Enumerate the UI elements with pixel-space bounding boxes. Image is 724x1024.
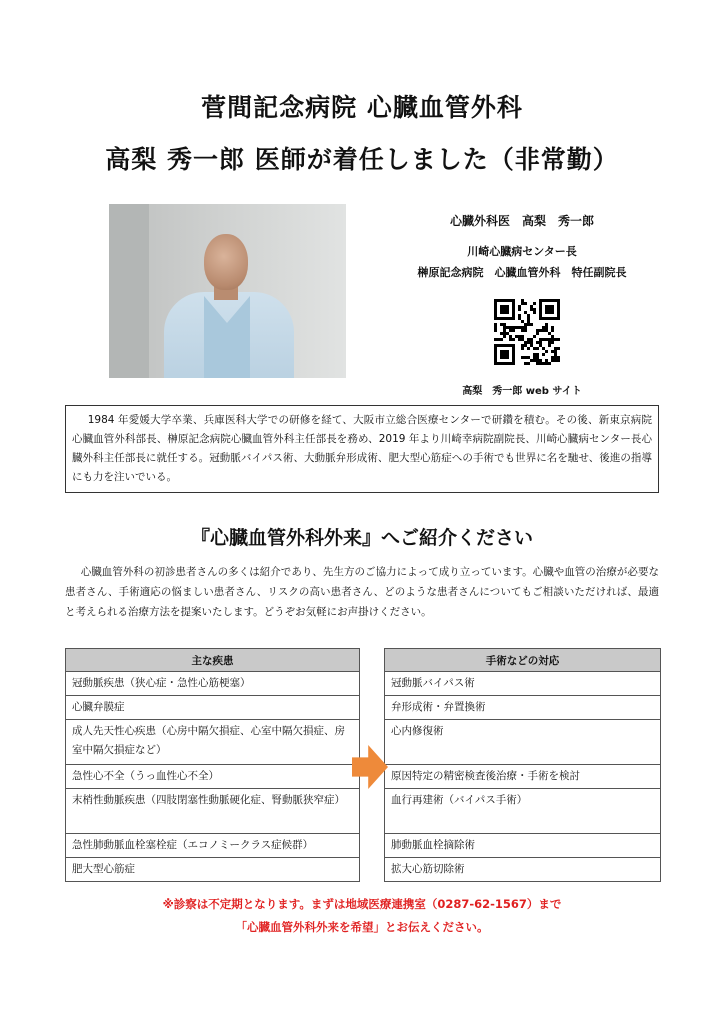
disease-table (65, 648, 360, 882)
doctor-affiliation-2: 榊原記念病院 心臓血管外科 特任副院長 (417, 266, 627, 279)
treatment-row: 血行再建術（バイパス手術） (385, 789, 661, 834)
treatment-row: 原因特定の精密検査後治療・手術を検討 (385, 765, 661, 789)
disease-row: 末梢性動脈疾患（四肢閉塞性動脈硬化症、腎動脈狭窄症） (66, 789, 360, 834)
disease-row: 肥大型心筋症 (66, 858, 360, 882)
disease-row: 冠動脈疾患（狭心症・急性心筋梗塞） (66, 672, 360, 696)
doctor-name: 心臓外科医 高梨 秀一郎 (449, 214, 594, 228)
treatment-table (384, 648, 661, 882)
page-title-line1: 菅間記念病院 心臓血管外科 (201, 93, 523, 122)
qr-code-icon[interactable] (494, 299, 560, 365)
treatment-row: 冠動脈バイパス術 (385, 672, 661, 696)
notice-line-2: 「心臓血管外科外来を希望」とお伝えください。 (235, 920, 489, 934)
disease-table-header: 主な疾患 (66, 649, 360, 672)
qr-caption: 高梨 秀一郎 web サイト (462, 386, 582, 397)
treatment-table-header: 手術などの対応 (385, 649, 661, 672)
disease-row: 心臓弁膜症 (66, 696, 360, 720)
disease-row: 急性肺動脈血栓塞栓症（エコノミークラス症候群） (66, 834, 360, 858)
doctor-photo (109, 204, 346, 378)
doctor-bio: 1984 年愛媛大学卒業、兵庫医科大学での研修を経て、大阪市立総合医療センターで研鑽を積む。その後、新東京病院心臓血管外科部長、榊原記念病院心臓血管外科主任部長を務め、2019 年より川崎幸病院副院長、川崎心臓病センター長心臓外科主任部長に就任する。冠動脈バイパス術、大動脈弁形成術、肥大型心筋症への手術でも世界に名を馳せ、後進の指導にも力を注いでいる。 (65, 405, 659, 493)
treatment-row: 弁形成術・弁置換術 (385, 696, 661, 720)
section-intro: 心臓血管外科の初診患者さんの多くは紹介であり、先生方のご協力によって成り立っています。心臓や血管の治療が必要な患者さん、手術適応の悩ましい患者さん、リスクの高い患者さん、どのような患者さんについてもご相談いただければ、最適と考えられる治療方法を提案いたします。どうぞお気軽にお声掛けください。 (65, 566, 659, 618)
disease-row: 成人先天性心疾患（心房中隔欠損症、心室中隔欠損症、房室中隔欠損症など） (66, 720, 360, 765)
page-title-line2: 高梨 秀一郎 医師が着任しました（非常勤） (105, 145, 619, 174)
doctor-affiliation-1: 川崎心臓病センター長 (467, 245, 577, 258)
section-subtitle: 『心臓血管外科外来』へご紹介ください (190, 527, 533, 549)
notice-line-1: ※診察は不定期となります。まずは地域医療連携室（0287-62-1567）まで (162, 897, 562, 911)
treatment-row: 拡大心筋切除術 (385, 858, 661, 882)
treatment-row: 肺動脈血栓摘除術 (385, 834, 661, 858)
disease-row: 急性心不全（うっ血性心不全） (66, 765, 360, 789)
treatment-row: 心内修復術 (385, 720, 661, 765)
